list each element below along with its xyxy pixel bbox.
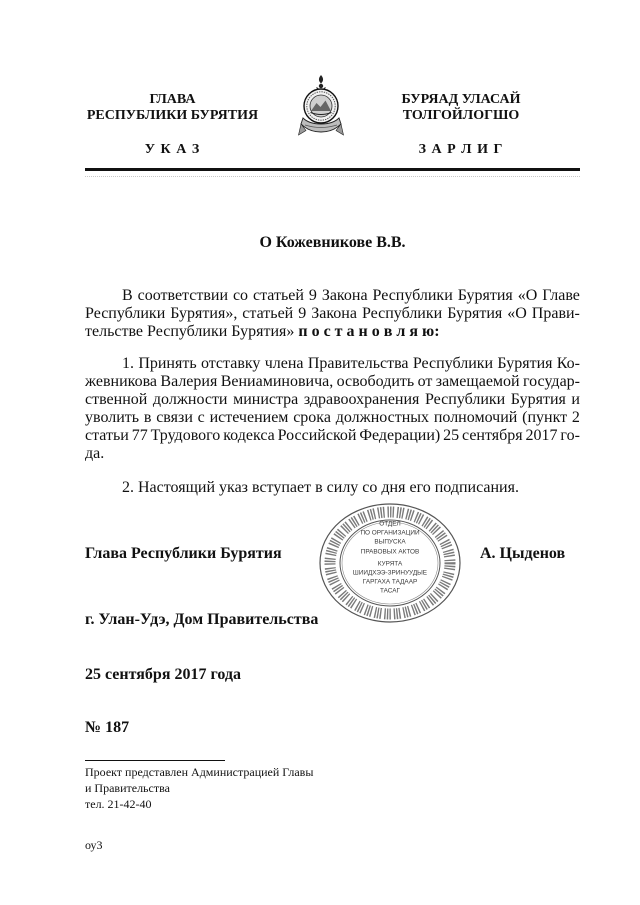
word: здравоохранения [303,391,420,408]
word: освободить [336,373,415,390]
header-left-line1: ГЛАВА [149,92,196,107]
soyombo-flame [319,75,323,84]
signing-date: 25 сентября 2017 года [85,666,241,683]
signatory-position: Глава Республики Бурятия [85,545,282,562]
stamp-inner-line: КУРЯТА [377,560,403,568]
header-right-doc-type: З А Р Л И Г [418,142,504,157]
word: Валерия [160,373,218,390]
word: полномочий [433,409,518,426]
word: замещаемой [435,373,520,390]
header-left-line2: РЕСПУБЛИКИ БУРЯТИЯ [86,108,259,123]
preamble-line [122,287,580,305]
signatory-name: А. Цыденов [480,545,566,562]
word: Прави- [531,305,580,322]
word: сентября [462,427,523,444]
soyombo-sun [319,84,323,88]
word: Главе [542,287,580,304]
word: соответствии [137,287,229,304]
word: Бурятия [447,305,503,322]
word: 9 [298,305,307,322]
word: Республики [361,305,443,322]
footnote-rule [85,760,225,761]
word: В [122,287,133,304]
preamble-last-line-text: тельстве Республики Бурятия» [85,323,295,340]
word: ственной [85,391,148,408]
header-dotted-rule [85,176,580,177]
stamp-inner-line: ВЫПУСКА [374,538,406,546]
stamp-inner-line: ОТДЕЛ [379,520,401,528]
clause-1-line [122,355,580,373]
header-left-doc-type: У К А З [144,142,201,157]
signing-place: г. Улан-Удэ, Дом Правительства [85,611,319,628]
word: го- [560,427,580,444]
word: 25 [443,427,460,444]
stamp-inner-line: ПО ОРГАНИЗАЦИИ [360,529,420,537]
header-rule [85,168,580,171]
stamp-inner-line: ГАРГАХА ТАДААР [362,578,418,586]
clause-1-line [85,409,580,427]
header-right-line2: ТОЛГОЙЛОГШО [402,108,520,123]
word: от [417,373,433,390]
footnote-line: и Правительства [85,781,170,795]
word: в [143,409,152,426]
word: Республики [372,287,453,304]
word: Бурятия», [170,305,238,322]
word: со [232,287,249,304]
word: Правительства [307,355,409,372]
word: Вениаминовича, [220,373,334,390]
word: Федерации) [359,427,441,444]
word: 9 [308,287,317,304]
word: Закона [321,287,368,304]
clause-2-line: 2. Настоящий указ вступает в силу со дня его подписания. [122,479,519,496]
word: «О [517,287,538,304]
word: (пункт [522,409,568,426]
word: должности [152,391,228,408]
word: жевникова [85,373,158,390]
word: Закона [311,305,357,322]
preamble-line [85,305,580,323]
word: 2017 [525,427,558,444]
coat-of-arms-icon [297,74,345,138]
word: члена [264,355,304,372]
operator-code: оу3 [85,838,103,852]
word: Бурятия [497,355,553,372]
word: 2 [571,409,580,426]
word: связи [156,409,193,426]
decree-word: п о с т а н о в л я ю: [298,323,440,340]
clause-1-line [85,391,580,409]
preamble-last-line [85,323,440,341]
clause-1-last-line: да. [85,445,105,462]
word: министра [233,391,299,408]
official-stamp [318,502,462,624]
word: кодекса [223,427,275,444]
word: должностных [335,409,430,426]
clause-1-line [85,373,580,391]
word: 1. [122,355,134,372]
stamp-inner-line: ПРАВОВЫХ АКТОВ [360,548,420,556]
word: истечением [209,409,289,426]
word: уволить [85,409,140,426]
word: Республики [85,305,166,322]
word: Бурятия [457,287,513,304]
word: Бурятия [510,391,566,408]
decree-title: О Кожевникове В.В. [259,234,406,251]
header-right-line1: БУРЯАД УЛАСАЙ [401,92,521,107]
word: статьи [85,427,129,444]
word: с [197,409,205,426]
word: Республики [424,391,506,408]
word: Принять [138,355,197,372]
word: статьей [242,305,294,322]
word: и [571,391,580,408]
decree-number: № 187 [85,719,130,736]
word: статьей [253,287,304,304]
footnote-line: тел. 21-42-40 [85,797,152,811]
word: 77 [131,427,148,444]
word: Российской [277,427,357,444]
stamp-inner-line: ШИИДХЭЭ-ЗРИНУУДЫЕ [352,569,428,577]
footnote-line: Проект представлен Администрацией Главы [85,765,314,779]
clause-1-line [85,427,580,445]
word: Ко- [556,355,580,372]
word: Республики [412,355,494,372]
word: срока [293,409,331,426]
stamp-inner-line: ТАСАГ [379,587,401,595]
word: «О [507,305,527,322]
word: Трудового [150,427,221,444]
word: отставку [200,355,261,372]
word: государ- [522,373,580,390]
